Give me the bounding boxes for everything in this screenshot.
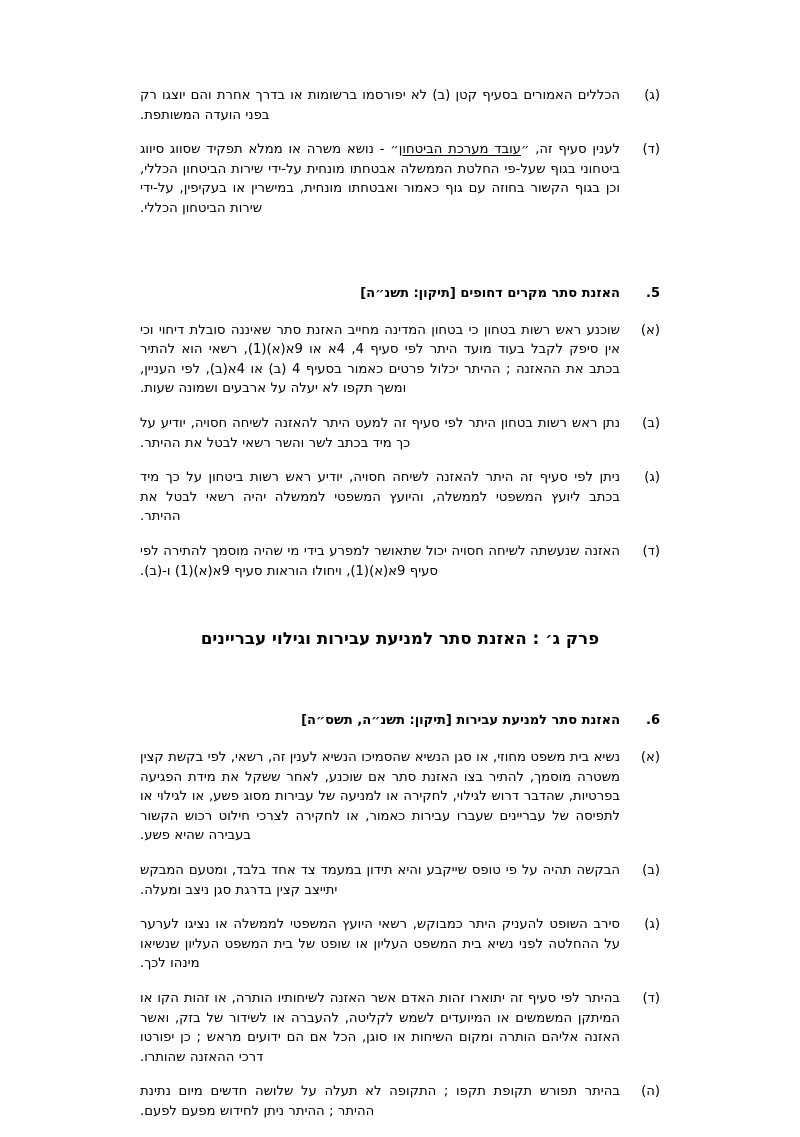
clause-text: שוכנע ראש רשות בטחון כי בטחון המדינה מחייב האזנת סתר שאיננה סובלת דיחוי וכי אין סיפק לקבל בעוד מועד היתר לפי סעיף 4, 4א או 9א(א)(1), רשאי הוא להתיר בכתב את ההאזנה ; ההיתר יכלול פרטים כאמור בסעיף 4 (ב) או 4א(ב), לפי העניין, ומשך תקפו לא יעלה על ארבעים ושמונה שעות. xyxy=(140,322,621,397)
clause-marker: (ד) xyxy=(642,142,660,158)
clause-row xyxy=(140,915,660,974)
clause-row xyxy=(140,414,660,453)
section-number: 6. xyxy=(646,713,660,729)
clause-marker: (ד) xyxy=(642,991,660,1007)
clause-row-definition xyxy=(140,140,660,218)
section-heading-5 xyxy=(140,284,660,303)
definition-lead-in: לענין סעיף זה, ״ xyxy=(520,142,620,158)
clause-text: הכללים האמורים בסעיף קטן (ב) לא יפורסמו ברשומות או בדרך אחרת והם יוצגו רק בפני הועדה המשותפת. xyxy=(140,88,620,123)
clause-marker: (ה) xyxy=(641,1084,660,1100)
clause-row xyxy=(140,989,660,1067)
clause-marker: (ג) xyxy=(644,917,660,933)
clause-marker: (א) xyxy=(640,750,660,766)
clause-row xyxy=(140,748,660,846)
clause-row xyxy=(140,86,660,125)
definition-body: ״ - נושא משרה או ממלא תפקיד שסווג סיווג ביטחוני בגוף שעל-פי החלטת הממשלה אבטחתו מונחית על-ידי שירות הביטחון הכללי, וכן בגוף הקשור בחוזה עם גוף כאמור ואבטחתו מונחית, במישרין או בעקיפין, על-ידי שירות הביטחון הכללי. xyxy=(140,142,620,216)
block-spacer xyxy=(140,661,660,685)
clause-text-definition xyxy=(140,140,620,218)
clause-marker: (ד) xyxy=(642,543,660,559)
clause-marker: (ב) xyxy=(642,863,660,879)
clause-text: ניתן לפי סעיף זה היתר להאזנה לשיחה חסויה, יודיע ראש רשות ביטחון על כך מיד בכתב ליועץ המשפטי לממשלה, והיועץ המשפטי לממשלה יהיה רשאי לבטל את ההיתר. xyxy=(140,470,620,525)
clause-text: הבקשה תהיה על פי טופס שייקבע והיא תידון במעמד צד אחד בלבד, ומטעם המבקש יתייצב קצין בדרגת סגן ניצב ומעלה. xyxy=(140,863,620,898)
section-number: 5. xyxy=(646,285,660,301)
clause-marker: (ב) xyxy=(642,415,660,431)
clause-row xyxy=(140,1082,660,1121)
section-heading-6 xyxy=(140,711,660,730)
clause-text: נתן ראש רשות בטחון היתר לפי סעיף זה למעט היתר להאזנה לשיחה חסויה, יודיע על כך מיד בכתב לשר והשר רשאי לבטל את ההיתר. xyxy=(140,415,620,451)
document-content xyxy=(140,86,660,1137)
clause-text: בהיתר לפי סעיף זה יתוארו זהות האדם אשר האזנה לשיחותיו הותרה, או זהות הקו או המיתקן המשמשים או המיועדים לשמש לקליטה, להעברה או לשידור של בזק, ואשר האזנה אליהם הותרה ומקום השיחות או סוגן, הכל אם הם ידועים מראש ; כן יפורטו דרכי ההאזנה שהותרו. xyxy=(140,991,620,1065)
chapter-title: פרק ג׳ : האזנת סתר למניעת עבירות וגילוי עבריינים xyxy=(200,629,600,649)
clause-marker: (ג) xyxy=(644,470,660,486)
clause-marker: (א) xyxy=(640,322,660,338)
block-spacer xyxy=(140,234,660,258)
section-title: האזנת סתר מקרים דחופים [תיקון: תשנ״ה] xyxy=(360,285,620,301)
section-title: האזנת סתר למניעת עבירות [תיקון: תשנ״ה, תשס״ה] xyxy=(301,713,620,729)
clause-row xyxy=(140,542,660,581)
clause-marker: (ג) xyxy=(644,88,660,103)
clause-row xyxy=(140,468,660,527)
clause-row xyxy=(140,321,660,399)
clause-text: סירב השופט להעניק היתר כמבוקש, רשאי היועץ המשפטי לממשלה או נציגו לערער על ההחלטה לפני נשיא בית המשפט העליון או שופט של בית המשפט העליון שנשיאו מינהו לכך. xyxy=(140,917,620,972)
clause-row xyxy=(140,861,660,900)
clause-text: בהיתר תפורש תקופת תקפו ; התקופה לא תעלה על שלושה חדשים מיום נתינת ההיתר ; ההיתר ניתן לחידוש מפעם לפעם. xyxy=(140,1084,620,1119)
clause-text: נשיא בית משפט מחוזי, או סגן הנשיא שהסמיכו הנשיא לענין זה, רשאי, לפי בקשת קצין משטרה מוסמך, להתיר בצו האזנת סתר אם שוכנע, לאחר ששקל את מידת הפגיעה בפרטיות, שהדבר דרוש לגילוי, לחקירה או למניעה של עבירות מסוג פשע, או לגילוי או לתפיסה של עבריינים שעברו עבירות כאמור, או לחקירה לצרכי חילוט רכוש הקשור בעבירה שהיא פשע. xyxy=(140,750,620,844)
clause-text: האזנה שנעשתה לשיחה חסויה יכול שתאושר למפרע בידי מי שהיה מוסמך להתירה לפי סעיף 9א(א)(1), ויחולו הוראות סעיף 9א(א)(1) ו-(ב). xyxy=(140,543,620,579)
defined-term: עובד מערכת הביטחון xyxy=(398,142,521,158)
